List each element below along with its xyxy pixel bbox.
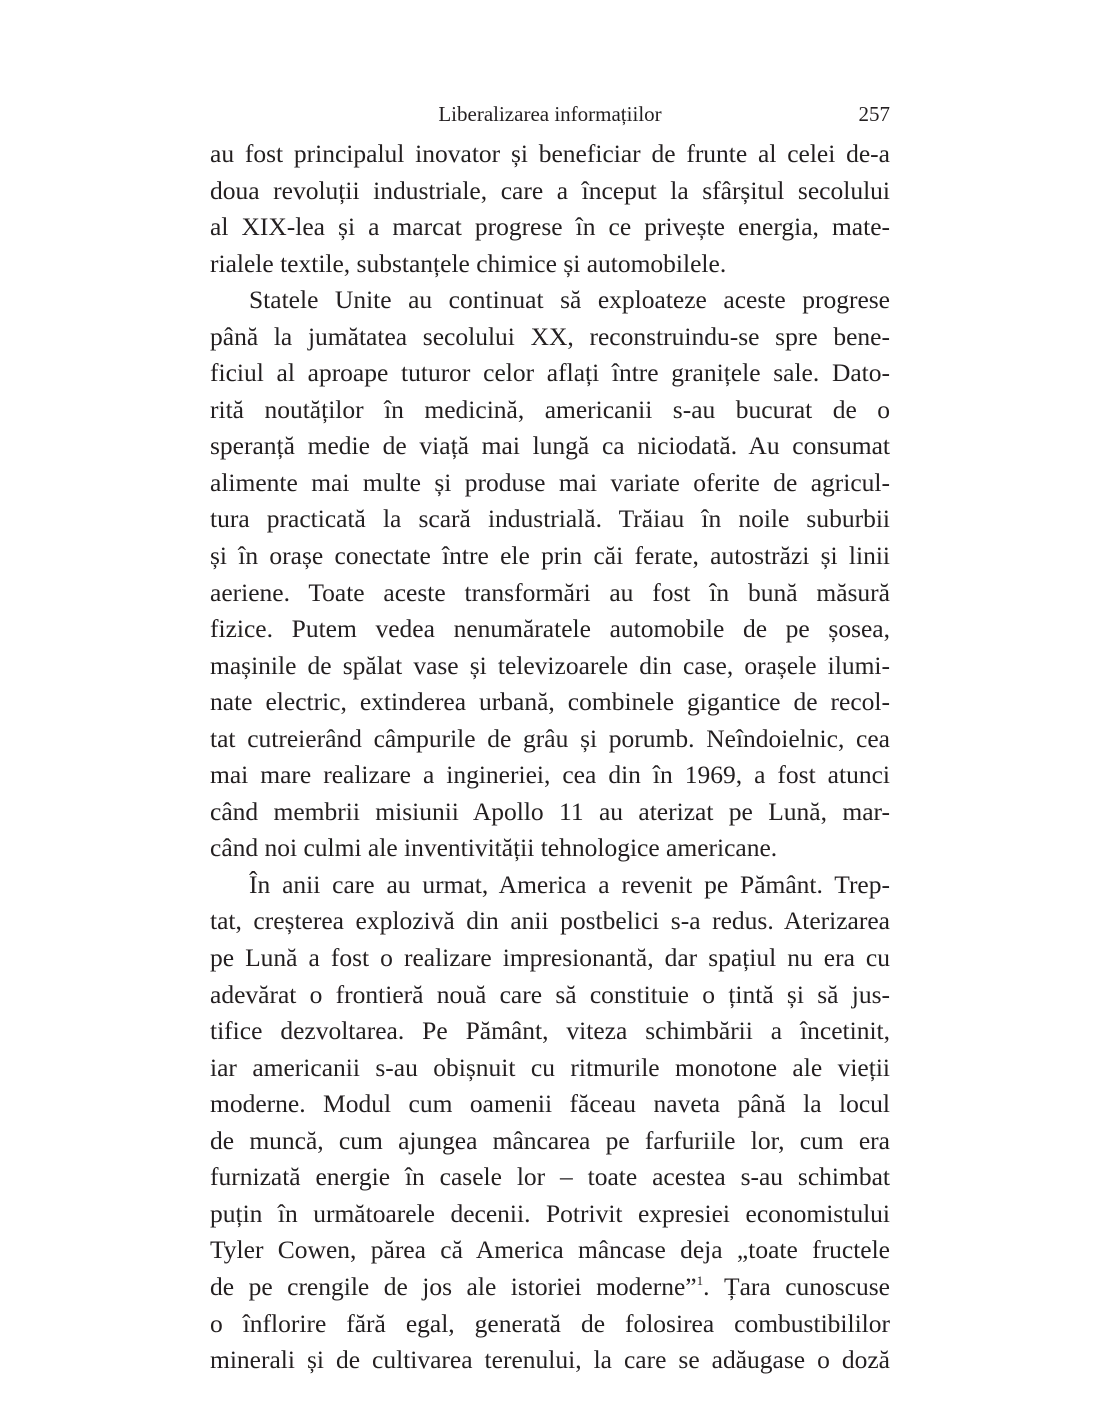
- text-segment: de pe crengile de jos ale istoriei moderne”: [210, 1271, 697, 1301]
- text-line: aeriene. Toate aceste transformări au fost în bună măsură: [210, 577, 890, 607]
- paragraph-3: [210, 867, 890, 1379]
- page-number: 257: [858, 102, 890, 126]
- text-line: și în orașe conectate între ele prin căi ferate, autostrăzi și linii: [210, 541, 890, 571]
- text-line: furnizată energie în casele lor – toate acestea s-au schimbat: [210, 1162, 890, 1192]
- text-line: pe Lună a fost o realizare impresionantă, dar spațiul nu era cu: [210, 943, 890, 973]
- text-line: rită noutăților în medicină, americanii s-au bucurat de o: [210, 394, 890, 424]
- text-line: Tyler Cowen, părea că America mâncase deja „toate fructele: [210, 1235, 890, 1265]
- text-line: când noi culmi ale inventivității tehnologice americane.: [210, 833, 778, 863]
- text-line: puțin în următoarele decenii. Potrivit expresiei economistului: [210, 1198, 890, 1228]
- text-line: al XIX-lea și a marcat progrese în ce privește energia, mate-: [210, 212, 890, 242]
- text-line: de muncă, cum ajungea mâncarea pe farfuriile lor, cum era: [210, 1125, 890, 1155]
- text-line: alimente mai multe și produse mai variate oferite de agricul-: [210, 467, 890, 497]
- text-line: speranță medie de viață mai lungă ca niciodată. Au consumat: [210, 431, 890, 461]
- body-text: [210, 136, 890, 1379]
- text-line: iar americanii s-au obișnuit cu ritmurile monotone ale vieții: [210, 1052, 890, 1082]
- text-line: mai mare realizare a ingineriei, cea din în 1969, a fost atunci: [210, 760, 890, 790]
- text-line: mașinile de spălat vase și televizoarele din case, orașele ilumi-: [210, 650, 890, 680]
- text-line: doua revoluții industriale, care a început la sfârșitul secolului: [210, 175, 890, 205]
- text-line: până la jumătatea secolului XX, reconstruindu-se spre bene-: [210, 321, 890, 351]
- text-line: tat, creșterea explozivă din anii postbelici s-a redus. Aterizarea: [210, 906, 890, 936]
- text-line: În anii care au urmat, America a revenit pe Pământ. Trep-: [249, 869, 890, 899]
- paragraph-1: [210, 136, 890, 282]
- text-line: fizice. Putem vedea nenumăratele automobile de pe șosea,: [210, 614, 890, 644]
- text-line: tat cutreierând câmpurile de grâu și porumb. Neîndoielnic, cea: [210, 723, 890, 753]
- text-line-with-footnote: [210, 1269, 890, 1306]
- footnote-marker[interactable]: 1: [696, 1272, 704, 1288]
- paragraph-2: [210, 282, 890, 867]
- text-line: tifice dezvoltarea. Pe Pământ, viteza schimbării a încetinit,: [210, 1016, 890, 1046]
- text-line: o înflorire fără egal, generată de folosirea combustibililor: [210, 1308, 890, 1338]
- text-line: tura practicată la scară industrială. Trăiau în noile suburbii: [210, 504, 890, 534]
- text-line: ficiul al aproape tuturor celor aflați între granițele sale. Dato-: [210, 358, 890, 388]
- text-line: moderne. Modul cum oamenii făceau naveta până la locul: [210, 1089, 890, 1119]
- text-line: rialele textile, substanțele chimice și automobilele.: [210, 248, 727, 278]
- running-head: [210, 98, 890, 130]
- text-segment: . Țara cunoscuse: [703, 1271, 890, 1301]
- text-line: Statele Unite au continuat să exploateze aceste progrese: [249, 285, 890, 315]
- text-line: minerali și de cultivarea terenului, la care se adăugase o doză: [210, 1345, 890, 1375]
- text-line: adevărat o frontieră nouă care să constituie o țintă și să jus-: [210, 979, 890, 1009]
- text-line: au fost principalul inovator și beneficiar de frunte al celei de-a: [210, 139, 890, 168]
- text-line: nate electric, extinderea urbană, combinele gigantice de recol-: [210, 687, 890, 717]
- text-line: când membrii misiunii Apollo 11 au aterizat pe Lună, mar-: [210, 796, 890, 826]
- running-title: Liberalizarea informațiilor: [438, 102, 662, 126]
